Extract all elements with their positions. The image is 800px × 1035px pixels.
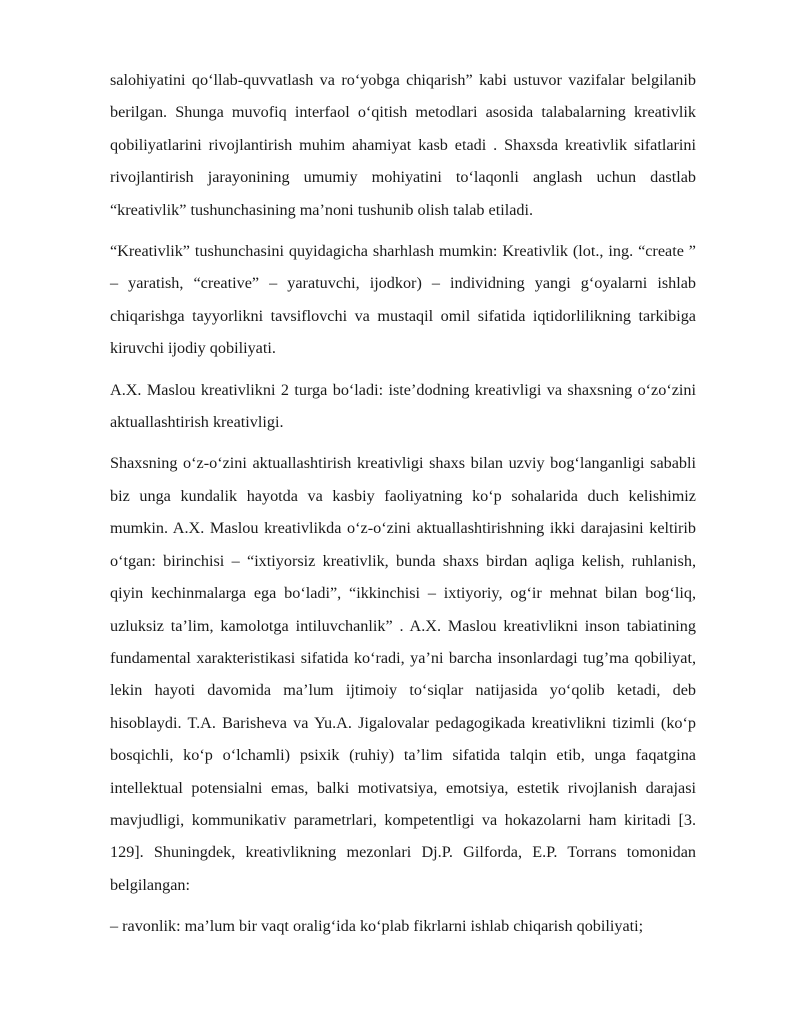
paragraph-4: Shaxsning o‘z-o‘zini aktuallashtirish kreativligi shaxs bilan uzviy bog‘langanligi sababli biz unga kundalik hayotda va kasbiy faoliyatning ko‘p sohalarida duch kelishimiz mumkin. A.X. Maslou kreativlikda o‘z-o‘zini aktuallashtirishning ikki darajasini keltirib o‘tgan: birinchisi – “ixtiyorsiz kreativlik, bunda shaxs birdan aqliga kelish, ruhlanish, qiyin kechinmalarga ega bo‘ladi”, “ikkinchisi – ixtiyoriy, og‘ir mehnat bilan bog‘liq, uzluksiz ta’lim, kamolotga intiluvchanlik” . A.X. Maslou kreativlikni inson tabiatining fundamental xarakteristikasi sifatida ko‘radi, ya’ni barcha insonlardagi tug’ma qobiliyat, lekin hayoti davomida ma’lum ijtimoiy to‘siqlar natijasida yo‘qolib ketadi, deb hisoblaydi. T.A. Barisheva va Yu.A. Jigalovalar pedagogikada kreativlikni tizimli (ko‘p bosqichli, ko‘p o‘lchamli) psixik (ruhiy) ta’lim sifatida talqin etib, unga faqatgina intellektual potensialni emas, balki motivatsiya, emotsiya, estetik rivojlanish darajasi mavjudligi, kommunikativ parametrlari, kompetentligi va hokazolarni ham kiritadi [3. 129]. Shuningdek, kreativlikning mezonlari Dj.P. Gilforda, E.P. Torrans tomonidan belgilangan: <box>110 454 696 894</box>
paragraph-3: A.X. Maslou kreativlikni 2 turga bo‘ladi: iste’dodning kreativligi va shaxsning o‘zo‘zini aktuallashtirish kreativligi. <box>110 380 696 432</box>
paragraph-5: – ravonlik: ma’lum bir vaqt oralig‘ida ko‘plab fikrlarni ishlab chiqarish qobiliyati; <box>110 917 644 936</box>
paragraph-2: “Kreativlik” tushunchasini quyidagicha sharhlash mumkin: Kreativlik (lot., ing. “create ” – yaratish, “creative” – yaratuvchi, ijodkor) – individning yangi g‘oyalarni ishlab chiqarishga tayyorlikni tavsiflovchi va mustaqil omil sifatida iqtidorlilikning tarkibiga kiruvchi ijodiy qobiliyati. <box>110 242 696 358</box>
paragraph-1: salohiyatini qo‘llab-quvvatlash va ro‘yobga chiqarish” kabi ustuvor vazifalar belgilanib berilgan. Shunga muvofiq interfaol o‘qitish metodlari asosida talabalarning kreativlik qobiliyatlarini rivojlantirish muhim ahamiyat kasb etadi . Shaxsda kreativlik sifatlarini rivojlantirish jarayonining umumiy mohiyatini to‘laqonli anglash uchun dastlab “kreativlik” tushunchasining ma’noni tushunib olish talab etiladi. <box>110 71 696 219</box>
document-page <box>110 64 696 952</box>
